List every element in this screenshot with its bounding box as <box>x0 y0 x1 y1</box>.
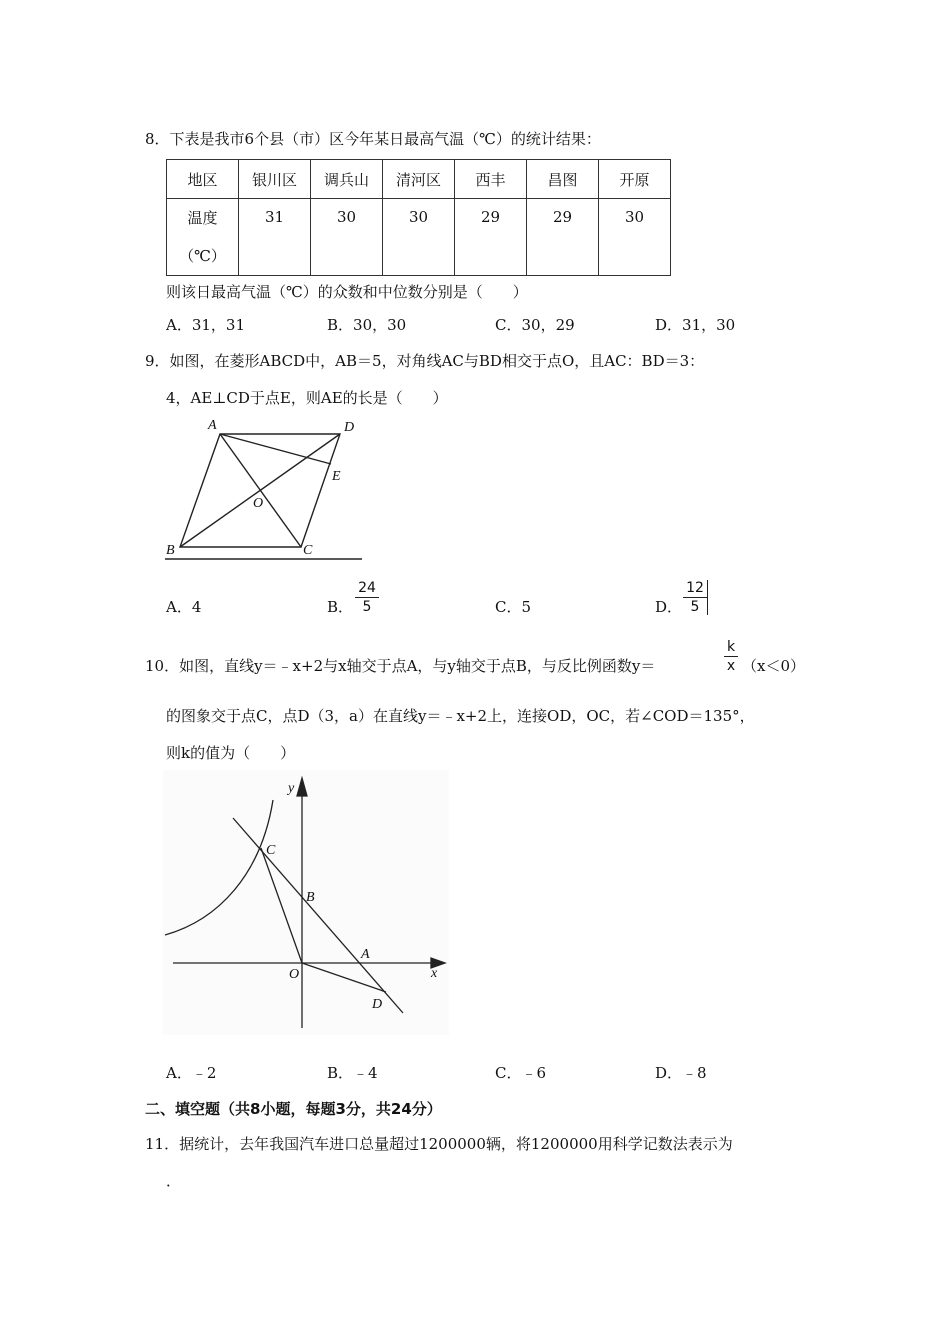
table-cell: 29 <box>527 199 599 276</box>
section-heading: 二、填空题（共8小题，每题3分，共24分） <box>145 1100 442 1118</box>
fraction-denominator: 5 <box>362 599 372 615</box>
table-header: 昌图 <box>527 160 599 199</box>
rhombus-figure <box>160 412 370 564</box>
label-o: O <box>289 967 300 982</box>
q10-domain: （x＜0） <box>742 657 806 675</box>
label-o: O <box>253 496 264 511</box>
q10-option-a: A．﹣2 <box>166 1064 217 1082</box>
row-label-line: （℃） <box>179 247 226 265</box>
table-cell: 31 <box>239 199 311 276</box>
label-d: D <box>372 997 383 1012</box>
q11-stem-line1: 11．据统计，去年我国汽车进口总量超过1200000辆，将1200000用科学记数法表示为 <box>145 1135 733 1153</box>
label-b: B <box>306 890 315 905</box>
q9-stem-line2: 4，AE⊥CD于点E，则AE的长是（ ） <box>166 389 448 407</box>
table-cell: 29 <box>455 199 527 276</box>
table-header: 地区 <box>167 160 239 199</box>
q8-option-a: A．31，31 <box>166 316 246 334</box>
fraction-numerator: k <box>726 639 736 655</box>
table-header: 调兵山 <box>311 160 383 199</box>
table-cell: 30 <box>599 199 671 276</box>
table-header: 银川区 <box>239 160 311 199</box>
q8-question: 则该日最高气温（℃）的众数和中位数分别是（ ） <box>166 283 528 301</box>
table-header: 西丰 <box>455 160 527 199</box>
temperature-table <box>166 159 671 276</box>
label-a: A <box>361 947 370 962</box>
q10-option-c: C．﹣6 <box>495 1064 547 1082</box>
row-label-line: 温度 <box>187 209 218 227</box>
q10-stem-line3: 则k的值为（ ） <box>166 744 296 762</box>
q11-stem-line2: ． <box>166 1172 182 1190</box>
label-x: x <box>431 966 438 981</box>
fraction-denominator: x <box>726 658 736 674</box>
q9-option-a: A．4 <box>166 598 202 616</box>
label-e: E <box>332 469 341 484</box>
fraction-bar <box>683 597 707 598</box>
q9-option-c: C．5 <box>495 598 532 616</box>
q8-option-b: B．30，30 <box>327 316 407 334</box>
q8-stem: 8．下表是我市6个县（市）区今年某日最高气温（℃）的统计结果： <box>145 130 601 148</box>
q8-option-d: D．31，30 <box>655 316 736 334</box>
q9-option-d-prefix: D． <box>655 598 683 616</box>
label-y: y <box>288 781 295 796</box>
fraction-numerator: 12 <box>686 580 704 596</box>
fraction-numerator: 24 <box>358 580 376 596</box>
segment-ae <box>220 434 331 464</box>
q10-stem-line2: 的图象交于点C，点D（3，a）在直线y＝﹣x+2上，连接OD，OC，若∠COD＝135°， <box>166 707 755 725</box>
label-d: D <box>344 420 355 435</box>
label-a: A <box>208 418 217 433</box>
q10-fraction <box>724 639 738 674</box>
fraction-bar <box>355 597 379 598</box>
q9-option-d-fraction <box>683 580 708 615</box>
table-cell: 30 <box>311 199 383 276</box>
table-cell: 30 <box>383 199 455 276</box>
q10-stem-line1: 10．如图，直线y＝﹣x+2与x轴交于点A，与y轴交于点B，与反比例函数y＝ <box>145 657 656 675</box>
q9-option-b-fraction <box>355 580 379 615</box>
q8-option-c: C．30，29 <box>495 316 575 334</box>
q10-option-b: B．﹣4 <box>327 1064 378 1082</box>
diagonal-bd <box>180 434 340 547</box>
label-b: B <box>166 543 175 558</box>
table-row-label <box>167 199 239 276</box>
q9-stem-line1: 9．如图，在菱形ABCD中，AB＝5，对角线AC与BD相交于点O，且AC：BD＝3： <box>145 352 705 370</box>
label-c: C <box>303 543 313 558</box>
table-header: 开原 <box>599 160 671 199</box>
fraction-denominator: 5 <box>690 599 700 615</box>
label-c: C <box>266 843 276 858</box>
q10-option-d: D．﹣8 <box>655 1064 707 1082</box>
function-graph-figure <box>163 770 449 1035</box>
fraction-bar <box>724 656 738 657</box>
q9-option-b-prefix: B． <box>327 598 354 616</box>
table-header: 清河区 <box>383 160 455 199</box>
